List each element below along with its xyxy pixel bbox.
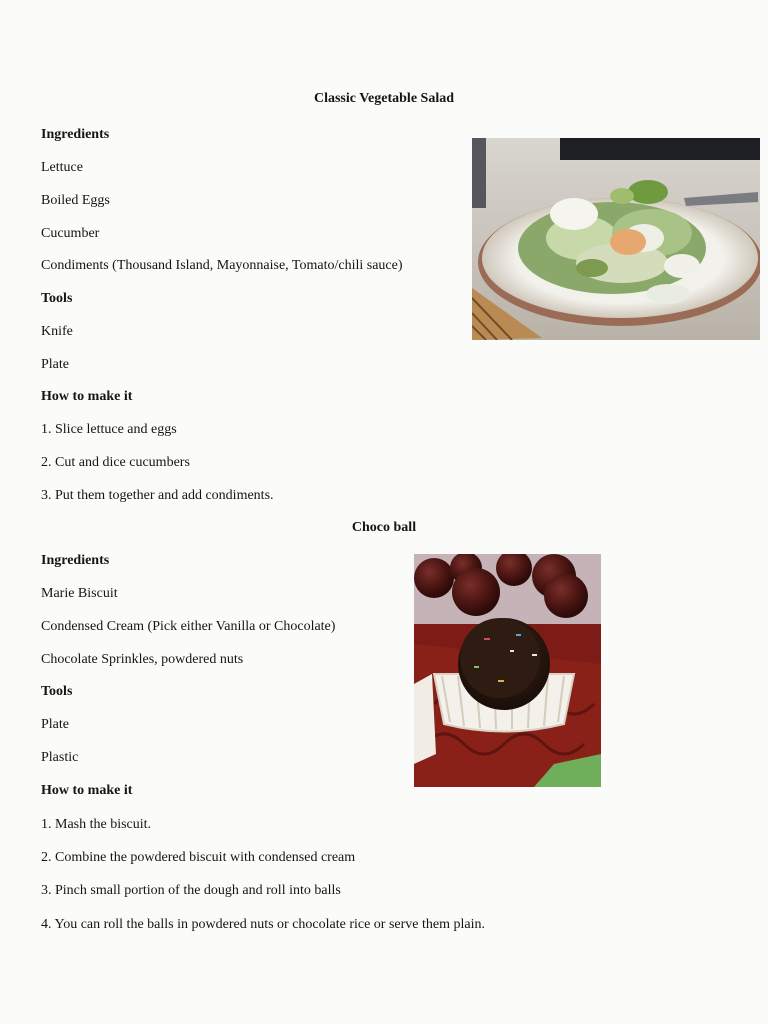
- choco-step: 2. Combine the powdered biscuit with condensed cream: [41, 850, 356, 865]
- choco-step: 1. Mash the biscuit.: [41, 817, 152, 832]
- choco-step: 4. You can roll the balls in powdered nuts or chocolate rice or serve them plain.: [41, 917, 485, 932]
- choco-title: Choco ball: [351, 520, 417, 535]
- salad-ingredients-heading: Ingredients: [41, 127, 110, 142]
- salad-step: 1. Slice lettuce and eggs: [41, 422, 177, 437]
- choco-step: 3. Pinch small portion of the dough and roll into balls: [41, 883, 341, 898]
- salad-ingredient-item: Cucumber: [41, 226, 100, 241]
- choco-ingredient-item: Chocolate Sprinkles, powdered nuts: [41, 652, 244, 667]
- salad-tool-item: Knife: [41, 324, 73, 339]
- salad-ingredient-item: Condiments (Thousand Island, Mayonnaise, Tomato/chili sauce): [41, 258, 403, 273]
- choco-ingredient-item: Condensed Cream (Pick either Vanilla or Chocolate): [41, 619, 336, 634]
- choco-tools-heading: Tools: [41, 684, 73, 699]
- choco-ingredients-heading: Ingredients: [41, 553, 110, 568]
- choco-howto-heading: How to make it: [41, 783, 133, 798]
- choco-ball-photo: [414, 554, 601, 787]
- salad-ingredient-item: Boiled Eggs: [41, 193, 110, 208]
- salad-howto-heading: How to make it: [41, 389, 133, 404]
- salad-tools-heading: Tools: [41, 291, 73, 306]
- choco-ingredient-item: Marie Biscuit: [41, 586, 118, 601]
- salad-step: 2. Cut and dice cucumbers: [41, 455, 190, 470]
- salad-step: 3. Put them together and add condiments.: [41, 488, 274, 503]
- salad-ingredient-item: Lettuce: [41, 160, 83, 175]
- choco-tool-item: Plastic: [41, 750, 79, 765]
- salad-tool-item: Plate: [41, 357, 69, 372]
- salad-photo: [472, 138, 760, 340]
- choco-tool-item: Plate: [41, 717, 69, 732]
- salad-title: Classic Vegetable Salad: [313, 91, 454, 106]
